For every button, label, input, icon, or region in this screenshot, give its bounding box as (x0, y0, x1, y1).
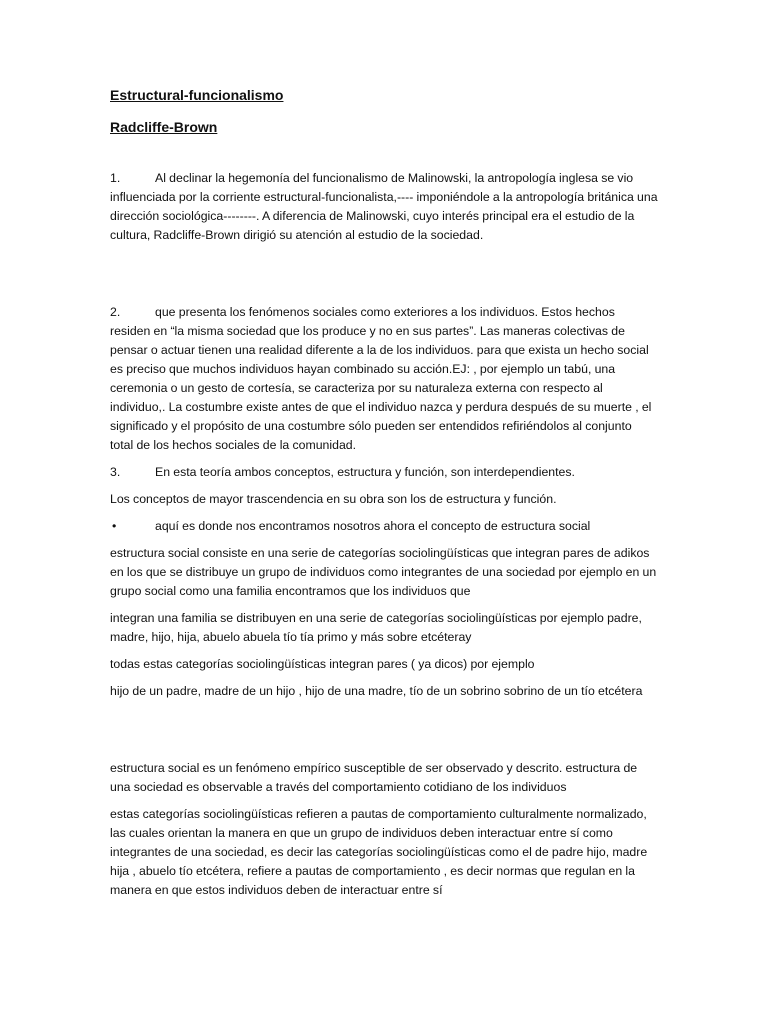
paragraph-text: que presenta los fenómenos sociales como exteriores a los individuos. Estos hechos residen en “la misma sociedad que los produce y no en sus partes”. Las maneras colectivas de pensar o actuar tienen una realidad diferente a la de los individuos. para que exista un hecho social es preciso que muchos individuos hayan combinado su acción.EJ: , por ejemplo un tabú, una ceremonia o un gesto de cortesía, se caracteriza por su naturaleza externa con respecto al individuo,. La costumbre existe antes de que el individuo nazca y perdura después de su muerte , el significado y el propósito de una costumbre sólo pueden ser entendidos refiriéndolos al conjunto total de los hechos sociales de la comunidad. (110, 305, 652, 452)
paragraph-9: hijo de un padre, madre de un hijo , hijo de una madre, tío de un sobrino sobrino de un tío etcétera (110, 684, 643, 698)
paragraph-6: estructura social consiste en una serie de categorías sociolingüísticas que integran pares de adikos en los que se distribuye un grupo de individuos como integrantes de una sociedad por ejemplo en un grupo social como una familia encontramos que los individuos que (110, 546, 657, 598)
bullet-marker: • (112, 519, 117, 533)
paragraph-3 (110, 463, 658, 482)
bullet-text: aquí es donde nos encontramos nosotros ahora el concepto de estructura social (155, 519, 591, 533)
paragraph-number: 1. (110, 171, 121, 185)
document-body (110, 86, 658, 908)
paragraph-number: 3. (110, 465, 121, 479)
paragraph-text: Al declinar la hegemonía del funcionalismo de Malinowski, la antropología inglesa se vio influenciada por la corriente estructural-funcionalista,---- imponiéndole a la antropología británica una dirección sociológica--------. A diferencia de Malinowski, cuyo interés principal era el estudio de la cultura, Radcliffe-Brown dirigió su atención al estudio de la sociedad. (110, 171, 658, 242)
paragraph-8: todas estas categorías sociolingüísticas integran pares ( ya dicos) por ejemplo (110, 657, 535, 671)
paragraph-1 (110, 169, 658, 245)
paragraph-7: integran una familia se distribuyen en una serie de categorías sociolingüísticas por ejemplo padre, madre, hijo, hija, abuelo abuela tío tía primo y más sobre etcéteray (110, 611, 642, 644)
paragraph-number: 2. (110, 305, 121, 319)
bullet-item (110, 517, 658, 536)
paragraph-11: estas categorías sociolingüísticas refieren a pautas de comportamiento culturalmente normalizado, las cuales orientan la manera en que un grupo de individuos deben interactuar entre sí como integrantes de una sociedad, es decir las categorías sociolingüísticas como el de padre hijo, madre hija , abuelo tío etcétera, refiere a pautas de comportamiento , es decir normas que regulan en la manera en que estos individuos deben de interactuar entre sí (110, 807, 648, 897)
document-subtitle: Radcliffe-Brown (110, 119, 218, 135)
paragraph-text: En esta teoría ambos conceptos, estructura y función, son interdependientes. (155, 465, 575, 479)
paragraph-2 (110, 303, 658, 455)
paragraph-10: estructura social es un fenómeno empírico susceptible de ser observado y descrito. estructura de una sociedad es observable a través del comportamiento cotidiano de los individuos (110, 761, 638, 794)
document-title: Estructural-funcionalismo (110, 87, 284, 103)
paragraph-4: Los conceptos de mayor trascendencia en su obra son los de estructura y función. (110, 492, 557, 506)
